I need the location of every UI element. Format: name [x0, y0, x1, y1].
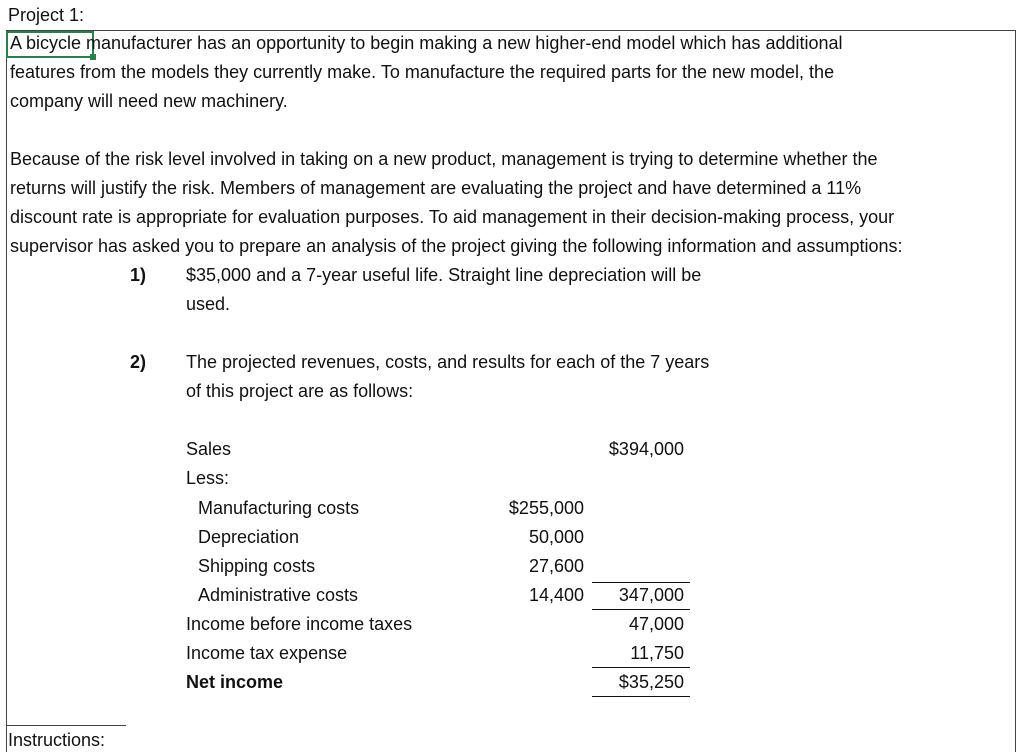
subtotal-bottom-rule: [592, 609, 690, 610]
item-2-line-1: The projected revenues, costs, and results for each of the 7 years: [186, 352, 710, 372]
cost-value-manufacturing: $255,000: [508, 498, 584, 518]
cost-label-administrative: Administrative costs: [198, 585, 359, 605]
cost-value-administrative: 14,400: [528, 585, 584, 605]
paragraph1-line-3: company will need new machinery.: [10, 91, 288, 111]
cost-value-shipping: 27,600: [528, 556, 584, 576]
income-before-taxes-label: Income before income taxes: [186, 614, 413, 634]
less-label: Less:: [186, 468, 230, 488]
description-cell-border: [6, 30, 1016, 752]
cost-label-depreciation: Depreciation: [198, 527, 300, 547]
tax-bottom-rule: [592, 667, 690, 668]
paragraph2-line-4: supervisor has asked you to prepare an analysis of the project giving the following information and assumptions:: [10, 236, 903, 256]
net-income-bottom-rule: [592, 696, 690, 697]
cost-label-shipping: Shipping costs: [198, 556, 316, 576]
subtotal-top-rule: [592, 582, 690, 583]
instructions-cell-border: [6, 725, 126, 726]
sales-value: $394,000: [608, 439, 684, 459]
paragraph2-line-3: discount rate is appropriate for evaluation purposes. To aid management in their decision-making process, your: [10, 207, 895, 227]
net-income-value: $35,250: [618, 672, 684, 692]
income-tax-value: 11,750: [630, 643, 684, 663]
income-before-taxes-value: 47,000: [628, 614, 684, 634]
paragraph2-line-2: returns will justify the risk. Members of management are evaluating the project and have determined a 11%: [10, 178, 862, 198]
net-income-label: Net income: [186, 672, 284, 692]
paragraph2-line-1: Because of the risk level involved in taking on a new product, management is trying to determine whether the: [10, 149, 878, 169]
cost-label-manufacturing: Manufacturing costs: [198, 498, 360, 518]
item-1-line-1: $35,000 and a 7-year useful life. Straight line depreciation will be: [186, 265, 702, 285]
item-1-line-2: used.: [186, 294, 231, 314]
item-2-line-2: of this project are as follows:: [186, 381, 414, 401]
instructions-label: Instructions:: [8, 730, 106, 750]
fill-handle[interactable]: [90, 54, 96, 60]
paragraph1-line-2: features from the models they currently make. To manufacture the required parts for the new model, the: [10, 62, 835, 82]
sales-label: Sales: [186, 439, 232, 459]
item-1-number: 1): [129, 265, 146, 285]
project-title: Project 1:: [8, 5, 85, 25]
income-tax-label: Income tax expense: [186, 643, 348, 663]
cost-value-depreciation: 50,000: [528, 527, 584, 547]
paragraph1-line-1: A bicycle manufacturer has an opportunity to begin making a new higher-end model which has additional: [10, 33, 843, 53]
item-2-number: 2): [129, 352, 146, 372]
total-costs-value: 347,000: [618, 585, 684, 605]
